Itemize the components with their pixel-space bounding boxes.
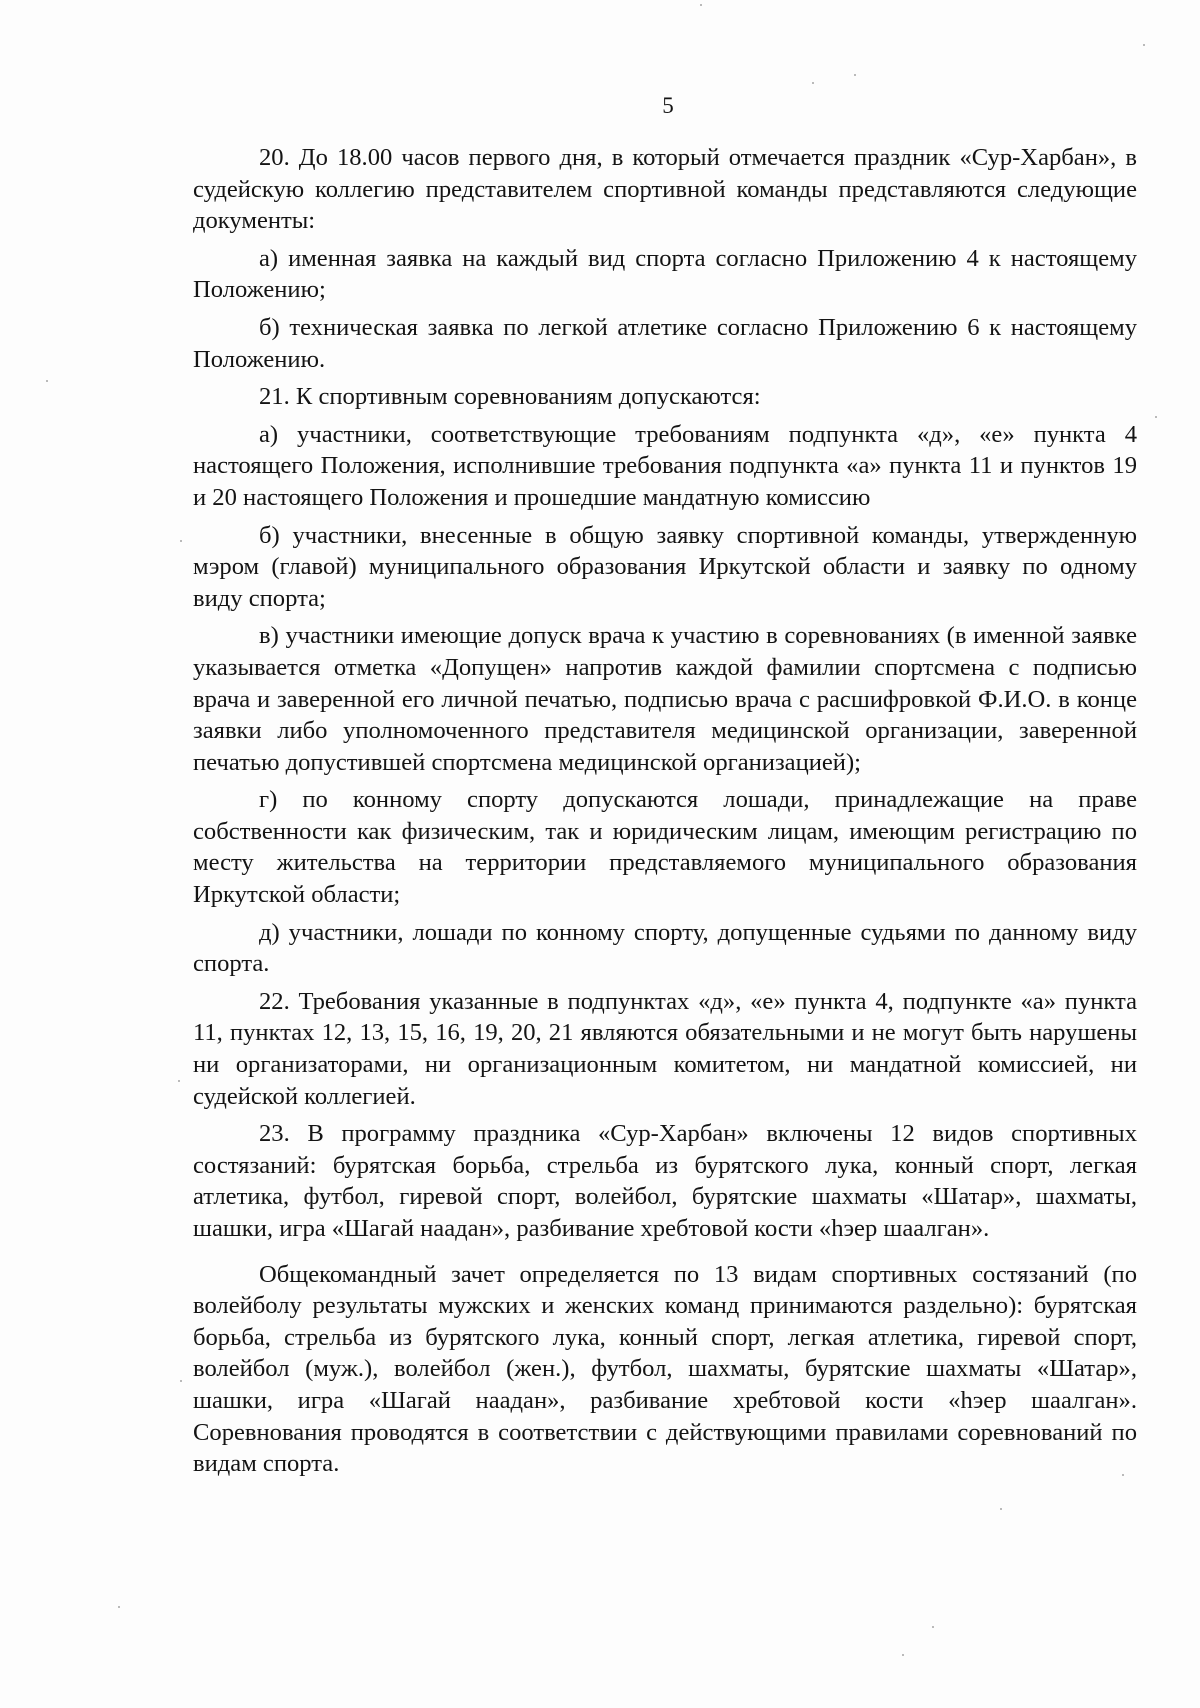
paragraph-20-b: б) техническая заявка по легкой атлетике согласно Приложению 6 к настоящему Положению. xyxy=(193,313,1137,373)
scan-speck xyxy=(854,74,856,76)
paragraph-21-v: в) участники имеющие допуск врача к участию в соревнованиях (в именной заявке указывается отметка «Допущен» напротив каждой фамилии спортсмена с подписью врача и заверенной его личной печатью, подписью врача с расшифровкой Ф.И.О. в конце заявки либо уполномоченного представителя медицинской организации, заверенной печатью допустившей спортсмена медицинской организацией); xyxy=(193,622,1137,776)
paragraph-21: 21. К спортивным соревнованиям допускаются: xyxy=(259,383,761,411)
scan-speck xyxy=(1122,1474,1124,1476)
paragraph-21-b: б) участники, внесенные в общую заявку спортивной команды, утвержденную мэром (главой) муниципального образования Иркутской области и заявку по одному виду спорта; xyxy=(193,521,1137,612)
paragraph-21-d: д) участники, лошади по конному спорту, допущенные судьями по данному виду спорта. xyxy=(193,918,1137,978)
paragraph-21-g: г) по конному спорту допускаются лошади, принадлежащие на праве собственности как физическим, так и юридическим лицам, имеющим регистрацию по месту жительства на территории представляемого муниципального образования Иркутской области; xyxy=(193,786,1137,909)
scan-speck xyxy=(46,380,48,382)
scan-speck xyxy=(1000,1508,1002,1510)
scan-speck xyxy=(178,1080,180,1082)
paragraph-20-a: а) именная заявка на каждый вид спорта согласно Приложению 4 к настоящему Положению; xyxy=(193,244,1137,304)
paragraph-21-a: а) участники, соответствующие требованиям подпункта «д», «е» пункта 4 настоящего Положения, исполнившие требования подпункта «а» пункта 11 и пунктов 19 и 20 настоящего Положения и прошедшие мандатную комиссию xyxy=(193,420,1137,511)
scan-speck xyxy=(118,1606,120,1608)
scan-speck xyxy=(1143,44,1145,46)
scan-speck xyxy=(180,540,182,542)
document-body xyxy=(193,142,1137,1480)
paragraph-20: 20. До 18.00 часов первого дня, в который отмечается праздник «Сур-Харбан», в судейскую коллегию представителем спортивной команды представляются следующие документы: xyxy=(193,144,1137,235)
scan-speck xyxy=(932,1626,934,1628)
page-number: 5 xyxy=(662,93,674,118)
scan-speck xyxy=(812,82,814,84)
paragraph-23: 23. В программу праздника «Сур-Харбан» включены 12 видов спортивных состязаний: бурятская борьба, стрельба из бурятского лука, конный спорт, легкая атлетика, футбол, гиревой спорт, волейбол, бурятские шахматы «Шатар», шахматы, шашки, игра «Шагай наадан», разбивание хребтовой кости «hэер шаалган». xyxy=(193,1120,1137,1242)
scan-speck xyxy=(902,1654,904,1656)
scan-speck xyxy=(1155,416,1157,418)
scan-speck xyxy=(700,4,702,6)
paragraph-22: 22. Требования указанные в подпунктах «д», «е» пункта 4, подпункте «а» пункта 11, пунктах 12, 13, 15, 16, 19, 20, 21 являются обязательными и не могут быть нарушены ни организаторами, ни организационным комитетом, ни мандатной комиссией, ни судейской коллегией. xyxy=(193,987,1137,1110)
paragraph-team-scoring: Общекомандный зачет определяется по 13 видам спортивных состязаний (по волейболу результаты мужских и женских команд принимаются раздельно): бурятская борьба, стрельба из бурятского лука, конный спорт, легкая атлетика, гиревой спорт, волейбол (муж.), волейбол (жен.), футбол, шахматы, бурятские шахматы «Шатар», шашки, игра «Шагай наадан», разбивание хребтовой кости «hэер шаалган». Соревнования проводятся в соответствии с действующими правилами соревнований по видам спорта. xyxy=(193,1260,1137,1478)
scan-speck xyxy=(180,1380,182,1382)
